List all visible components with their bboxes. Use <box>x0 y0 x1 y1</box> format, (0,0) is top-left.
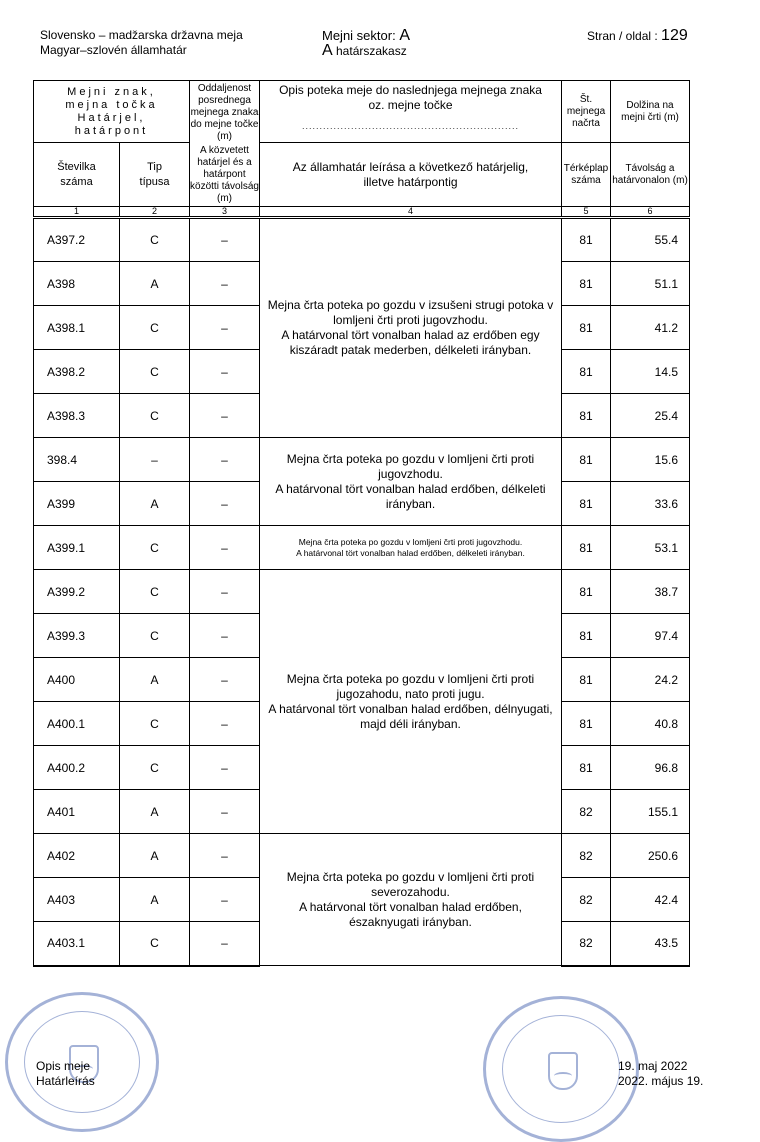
marker-number-cell: A398.2 <box>34 350 120 394</box>
length-cell: 155.1 <box>611 790 690 834</box>
marker-number-cell: A397.2 <box>34 218 120 262</box>
offset-cell: – <box>190 834 260 878</box>
offset-cell: – <box>190 746 260 790</box>
marker-type-cell: C <box>120 394 190 438</box>
length-cell: 51.1 <box>611 262 690 306</box>
marker-type-cell: – <box>120 438 190 482</box>
offset-cell: – <box>190 306 260 350</box>
length-cell: 14.5 <box>611 350 690 394</box>
marker-number-cell: A400.2 <box>34 746 120 790</box>
length-cell: 15.6 <box>611 438 690 482</box>
table-row <box>34 570 690 614</box>
document-header-left <box>40 28 243 58</box>
map-sheet-cell: 81 <box>562 262 611 306</box>
footer-doc-type-sl: Opis meje <box>36 1059 91 1073</box>
col-number-6: 6 <box>611 207 690 218</box>
marker-number-cell: A403.1 <box>34 922 120 966</box>
table-row <box>34 526 690 570</box>
col-number-1: 1 <box>34 207 120 218</box>
page-number-header <box>587 28 688 44</box>
map-sheet-cell: 81 <box>562 658 611 702</box>
marker-number-cell: A400.1 <box>34 702 120 746</box>
length-cell: 43.5 <box>611 922 690 966</box>
sector-value-sl: A <box>399 27 410 44</box>
description-cell: Mejna črta poteka po gozdu v izsušeni strugi potoka v lomljeni črti proti jugovzhodu. A határvonal tört vonalban halad az erdőben egy kiszáradt patak mederben, délkeleti irányban. <box>260 218 562 438</box>
length-cell: 24.2 <box>611 658 690 702</box>
table-row <box>34 438 690 482</box>
offset-cell: – <box>190 438 260 482</box>
map-sheet-cell: 81 <box>562 526 611 570</box>
map-sheet-cell: 82 <box>562 878 611 922</box>
marker-number-cell: A401 <box>34 790 120 834</box>
description-cell: Mejna črta poteka po gozdu v lomljeni črti proti severozahodu. A határvonal tört vonalban halad erdőben, északnyugati irányban. <box>260 834 562 966</box>
marker-type-cell: A <box>120 482 190 526</box>
map-sheet-cell: 82 <box>562 922 611 966</box>
offset-cell: – <box>190 790 260 834</box>
col-header-description-hu: Az államhatár leírása a következő határjelig, illetve határpontig <box>260 143 562 207</box>
footer-date-hu: 2022. május 19. <box>618 1074 704 1088</box>
length-cell: 97.4 <box>611 614 690 658</box>
slovenian-seal-stamp <box>483 996 639 1142</box>
map-sheet-cell: 81 <box>562 306 611 350</box>
marker-number-cell: A399.1 <box>34 526 120 570</box>
sector-label-sl: Mejni sektor: <box>322 28 400 43</box>
col-number-4: 4 <box>260 207 562 218</box>
marker-type-cell: C <box>120 306 190 350</box>
page-label: Stran / oldal : <box>587 29 662 43</box>
table-body <box>34 218 690 966</box>
marker-type-cell: C <box>120 922 190 966</box>
length-cell: 53.1 <box>611 526 690 570</box>
length-cell: 96.8 <box>611 746 690 790</box>
length-cell: 55.4 <box>611 218 690 262</box>
col-header-marker: Mejni znak, mejna točka Határjel, határpont <box>34 81 190 143</box>
marker-number-cell: A398.1 <box>34 306 120 350</box>
header-title-hu: Magyar–szlovén államhatár <box>40 43 187 57</box>
marker-type-cell: C <box>120 570 190 614</box>
marker-number-cell: 398.4 <box>34 438 120 482</box>
marker-type-cell: C <box>120 614 190 658</box>
marker-number-cell: A400 <box>34 658 120 702</box>
offset-cell: – <box>190 702 260 746</box>
description-cell: Mejna črta poteka po gozdu v lomljeni črti proti jugovzhodu. A határvonal tört vonalban halad erdőben, délkeleti irányban. <box>260 526 562 570</box>
map-sheet-cell: 81 <box>562 350 611 394</box>
offset-cell: – <box>190 878 260 922</box>
marker-number-cell: A398 <box>34 262 120 306</box>
sector-label-hu: határszakasz <box>332 44 407 58</box>
offset-cell: – <box>190 262 260 306</box>
col-number-5: 5 <box>562 207 611 218</box>
header-title-sl: Slovensko – madžarska državna meja <box>40 28 243 42</box>
table-row <box>34 834 690 878</box>
sector-value-hu: A <box>322 42 333 59</box>
description-cell: Mejna črta poteka po gozdu v lomljeni črti proti jugozahodu, nato proti jugu. A határvonal tört vonalban halad erdőben, délnyugati, majd déli irányban. <box>260 570 562 834</box>
offset-cell: – <box>190 922 260 966</box>
offset-cell: – <box>190 570 260 614</box>
map-sheet-cell: 81 <box>562 702 611 746</box>
map-sheet-cell: 82 <box>562 790 611 834</box>
marker-type-cell: A <box>120 790 190 834</box>
coat-of-arms-icon <box>548 1052 578 1090</box>
col-header-description-sl: Opis poteka meje do naslednjega mejnega znaka oz. mejne točke .............................................................. <box>260 81 562 143</box>
length-cell: 41.2 <box>611 306 690 350</box>
length-cell: 38.7 <box>611 570 690 614</box>
marker-type-cell: C <box>120 702 190 746</box>
description-cell: Mejna črta poteka po gozdu v lomljeni črti proti jugovzhodu. A határvonal tört vonalban halad erdőben, délkeleti irányban. <box>260 438 562 526</box>
col-header-offset: Oddaljenost posrednega mejnega znaka do mejne točke (m) A közvetett határjel és a határpont közötti távolság (m) <box>190 81 260 207</box>
map-sheet-cell: 81 <box>562 218 611 262</box>
marker-number-cell: A398.3 <box>34 394 120 438</box>
marker-number-cell: A403 <box>34 878 120 922</box>
marker-type-cell: A <box>120 262 190 306</box>
marker-number-cell: A402 <box>34 834 120 878</box>
map-sheet-cell: 81 <box>562 614 611 658</box>
col-header-length-hu: Távolság a határvonalon (m) <box>611 143 690 207</box>
footer-doc-type-hu: Határleírás <box>36 1074 95 1088</box>
marker-number-cell: A399.3 <box>34 614 120 658</box>
footer-left <box>36 1059 95 1089</box>
offset-cell: – <box>190 218 260 262</box>
map-sheet-cell: 81 <box>562 482 611 526</box>
footer-date-sl: 19. maj 2022 <box>618 1059 688 1073</box>
footer-right <box>618 1059 703 1089</box>
map-sheet-cell: 81 <box>562 570 611 614</box>
marker-type-cell: C <box>120 746 190 790</box>
length-cell: 42.4 <box>611 878 690 922</box>
marker-number-cell: A399 <box>34 482 120 526</box>
marker-type-cell: C <box>120 350 190 394</box>
marker-type-cell: A <box>120 878 190 922</box>
length-cell: 250.6 <box>611 834 690 878</box>
col-header-plan-hu: Térképlap száma <box>562 143 611 207</box>
col-header-length-sl: Dolžina na mejni črti (m) <box>611 81 690 143</box>
col-number-3: 3 <box>190 207 260 218</box>
offset-cell: – <box>190 658 260 702</box>
length-cell: 40.8 <box>611 702 690 746</box>
offset-cell: – <box>190 526 260 570</box>
length-cell: 25.4 <box>611 394 690 438</box>
map-sheet-cell: 81 <box>562 438 611 482</box>
sector-header <box>322 28 410 59</box>
marker-number-cell: A399.2 <box>34 570 120 614</box>
length-cell: 33.6 <box>611 482 690 526</box>
col-header-number: Številka száma <box>34 143 120 207</box>
col-header-type: Tip típusa <box>120 143 190 207</box>
marker-type-cell: A <box>120 834 190 878</box>
marker-type-cell: C <box>120 526 190 570</box>
offset-cell: – <box>190 482 260 526</box>
offset-cell: – <box>190 394 260 438</box>
col-number-2: 2 <box>120 207 190 218</box>
border-description-table <box>33 80 690 967</box>
map-sheet-cell: 81 <box>562 746 611 790</box>
page-number: 129 <box>661 27 688 44</box>
map-sheet-cell: 82 <box>562 834 611 878</box>
offset-cell: – <box>190 614 260 658</box>
marker-type-cell: C <box>120 218 190 262</box>
col-header-plan-sl: Št. mejnega načrta <box>562 81 611 143</box>
table-row <box>34 218 690 262</box>
map-sheet-cell: 81 <box>562 394 611 438</box>
offset-cell: – <box>190 350 260 394</box>
marker-type-cell: A <box>120 658 190 702</box>
